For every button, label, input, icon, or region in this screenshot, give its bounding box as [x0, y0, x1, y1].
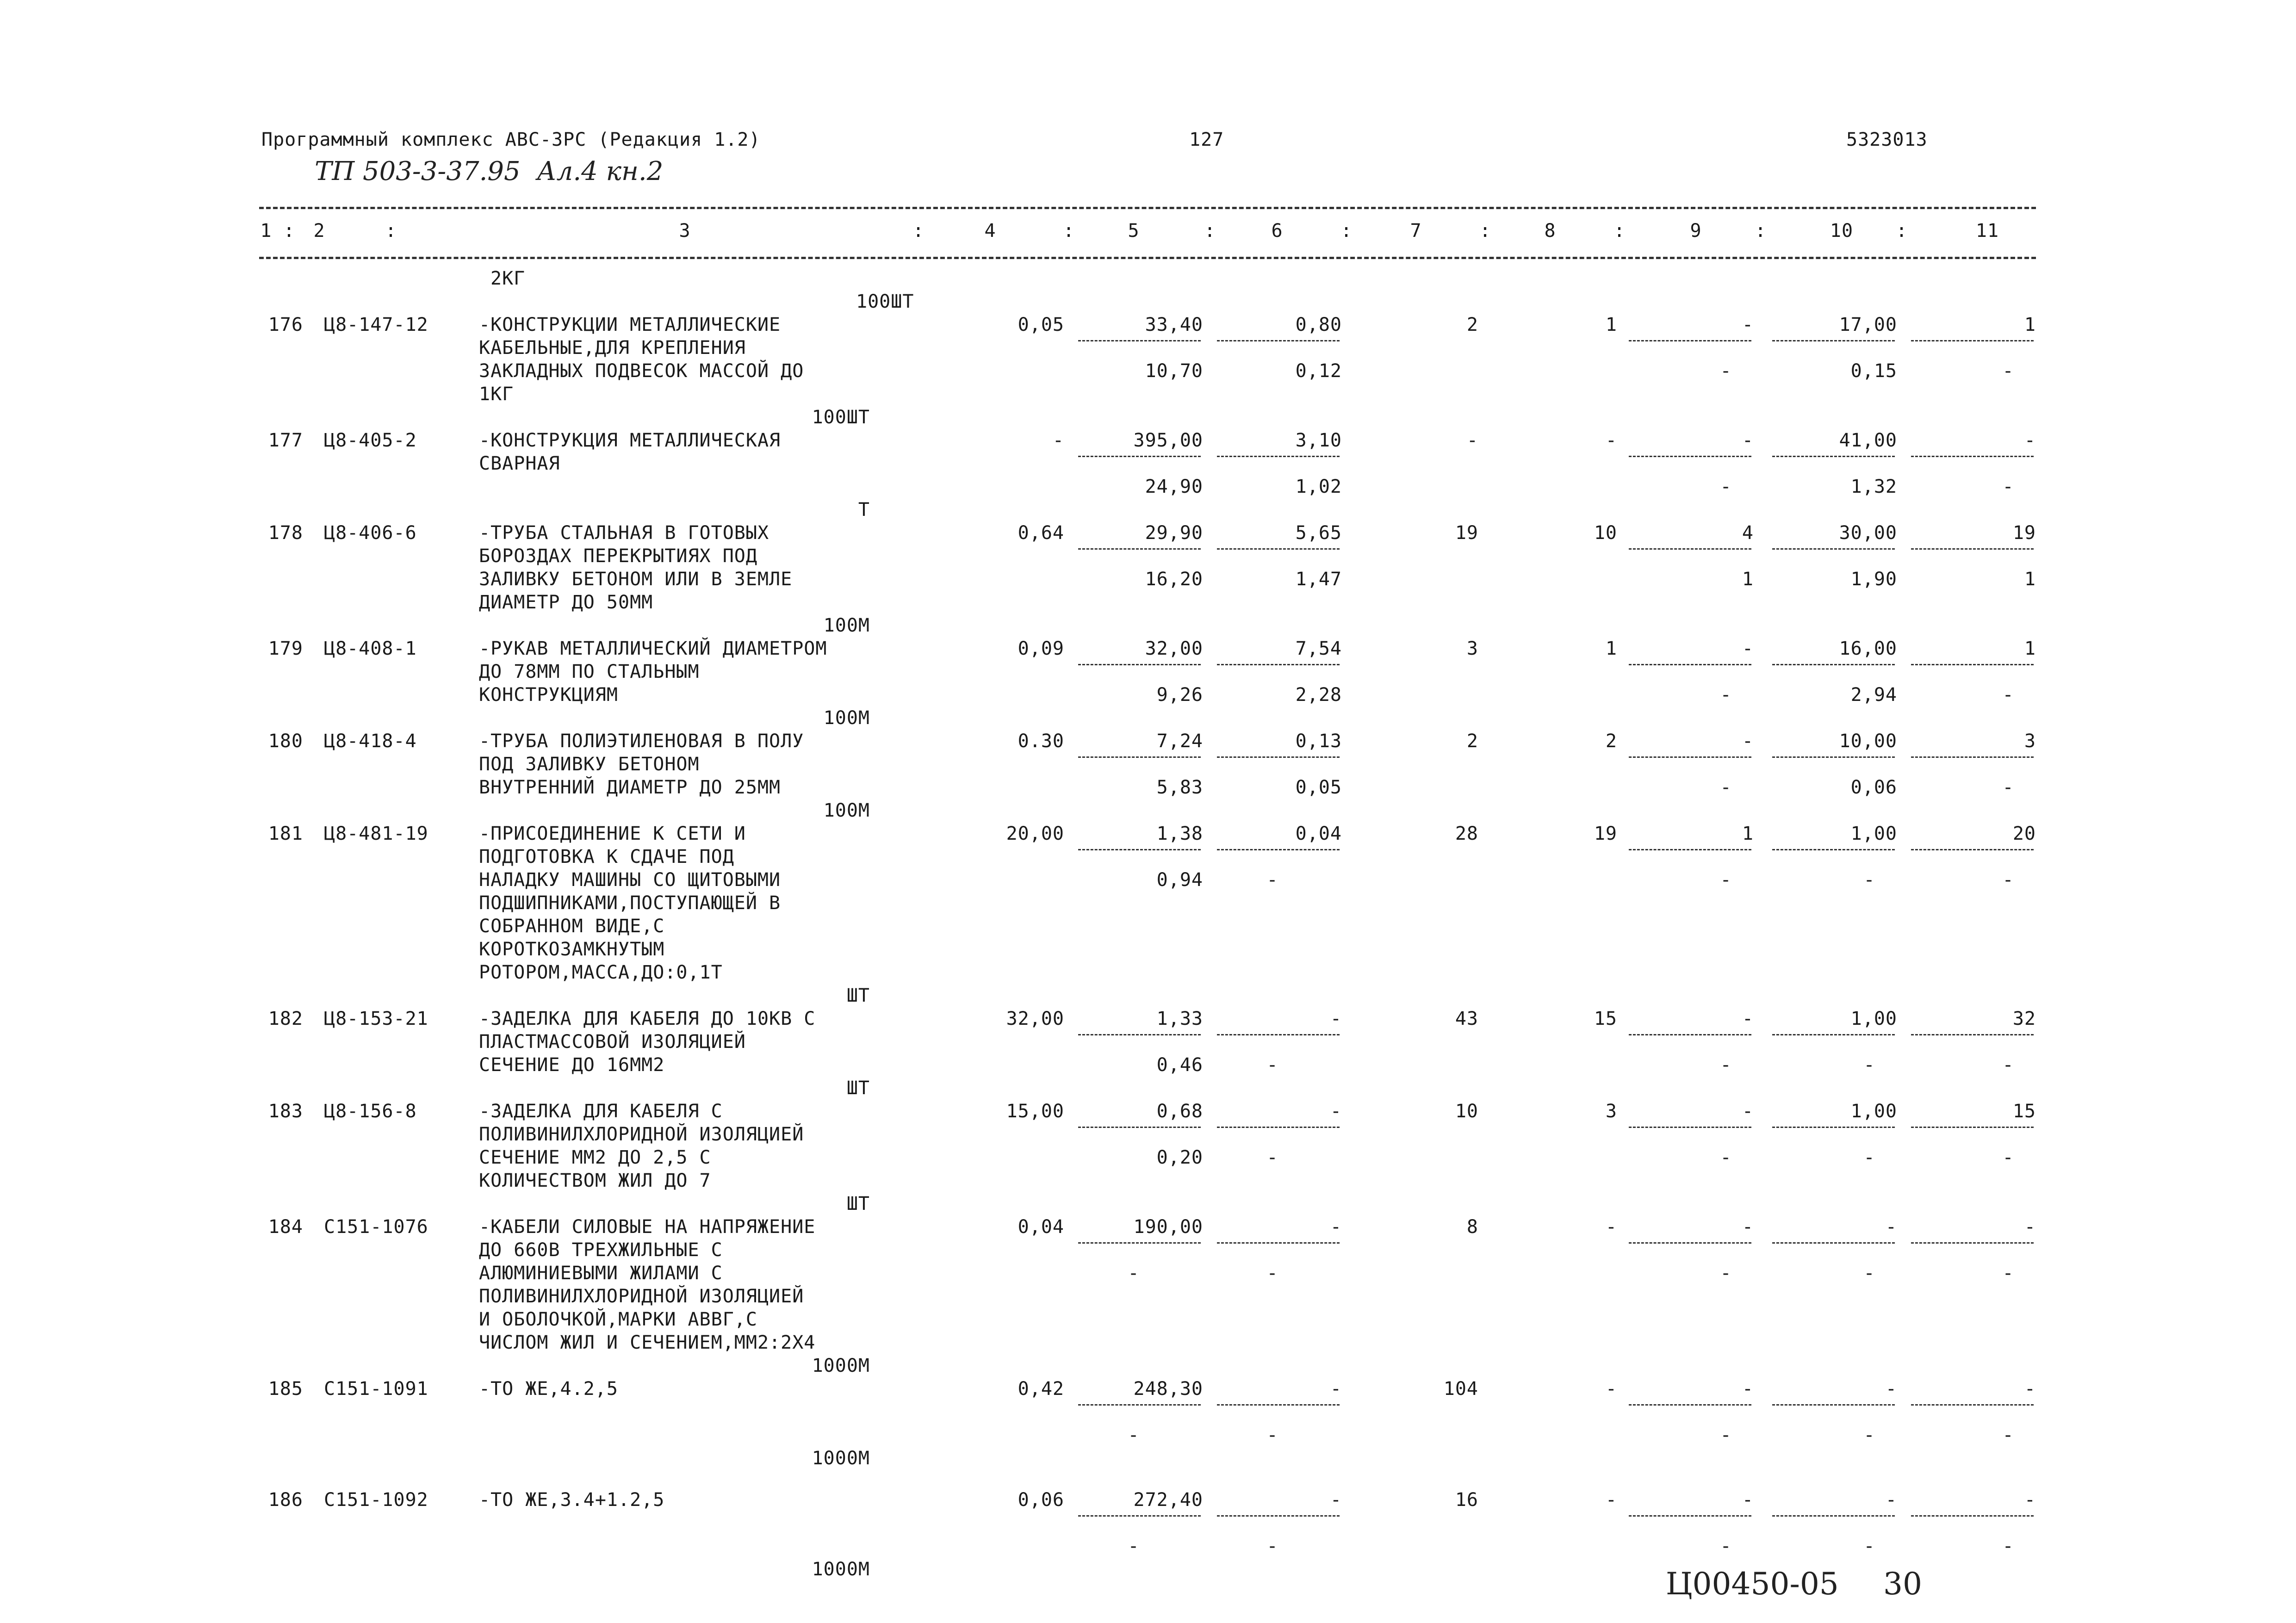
- value-c9b: 1: [1742, 569, 1754, 590]
- row-number: 181: [268, 823, 303, 844]
- value-c9b: -: [1720, 1054, 1732, 1076]
- row-description-line: ВНУТРЕННИЙ ДИАМЕТР ДО 25ММ: [479, 777, 781, 798]
- column-header-13: :: [1479, 220, 1491, 242]
- value-c11b: -: [2002, 1263, 2014, 1284]
- value-c6b: 0,12: [1295, 360, 1342, 382]
- value-separator: [1911, 1515, 2034, 1517]
- value-c5b: -: [1128, 1263, 1140, 1284]
- value-separator: [1078, 1242, 1201, 1244]
- value-separator: [1772, 1404, 1895, 1406]
- value-c6: 3,10: [1295, 430, 1342, 451]
- column-header-16: 9: [1690, 220, 1702, 242]
- value-c10: -: [1885, 1216, 1897, 1238]
- row-description-line: ДО 660В ТРЕХЖИЛЬНЫЕ С: [479, 1239, 723, 1261]
- value-c6b: 0,05: [1295, 777, 1342, 798]
- value-c5b: 0,94: [1156, 869, 1203, 891]
- row-number: 185: [268, 1378, 303, 1400]
- value-separator: [1217, 756, 1340, 758]
- value-separator: [1078, 548, 1201, 550]
- value-c7: 19: [1455, 522, 1478, 544]
- value-c4: 0,04: [1018, 1216, 1064, 1238]
- row-description-line: СВАРНАЯ: [479, 453, 560, 474]
- value-c5: 1,33: [1156, 1008, 1203, 1029]
- row-description-line: ПОЛИВИНИЛХЛОРИДНОЙ ИЗОЛЯЦИЕЙ: [479, 1124, 804, 1145]
- row-number: 180: [268, 731, 303, 752]
- row-number: 179: [268, 638, 303, 659]
- value-c5b: -: [1128, 1425, 1140, 1446]
- value-separator: [1078, 1515, 1201, 1517]
- value-separator: [1911, 1034, 2034, 1035]
- value-c10b: 1,90: [1850, 569, 1897, 590]
- value-c11: -: [2024, 1216, 2036, 1238]
- value-separator: [1911, 849, 2034, 850]
- row-number: 186: [268, 1489, 303, 1511]
- value-separator: [1911, 456, 2034, 457]
- value-separator: [1911, 340, 2034, 341]
- value-c6: -: [1330, 1378, 1342, 1400]
- value-c9: -: [1742, 1008, 1754, 1029]
- row-unit: 100М: [823, 800, 870, 821]
- value-c10b: -: [1863, 1054, 1875, 1076]
- header-rule-top: [259, 207, 2036, 209]
- value-c6b: -: [1266, 1054, 1278, 1076]
- value-c6: -: [1330, 1101, 1342, 1122]
- value-c8: 10: [1594, 522, 1617, 544]
- value-c10b: 1,32: [1850, 476, 1897, 497]
- row-unit: ШТ: [846, 985, 870, 1006]
- row-description-line: -КОНСТРУКЦИИ МЕТАЛЛИЧЕСКИЕ: [479, 314, 781, 335]
- row-description-line: СОБРАННОМ ВИДЕ,С: [479, 916, 665, 937]
- document-number: 5323013: [1846, 129, 1928, 150]
- value-c4: 0,64: [1018, 522, 1064, 544]
- value-separator: [1772, 1034, 1895, 1035]
- value-c10: 1,00: [1850, 823, 1897, 844]
- header-rule-bottom: [259, 257, 2036, 259]
- value-c9b: -: [1720, 1425, 1732, 1446]
- value-c6: 5,65: [1295, 522, 1342, 544]
- row-description-line: -ЗАДЕЛКА ДЛЯ КАБЕЛЯ С: [479, 1101, 723, 1122]
- row-description-line: -ПРИСОЕДИНЕНИЕ К СЕТИ И: [479, 823, 746, 844]
- value-c5: 33,40: [1145, 314, 1203, 335]
- row-code: Ц8-405-2: [324, 430, 417, 451]
- value-separator: [1772, 1515, 1895, 1517]
- handwritten-code: Ц00450-05: [1666, 1566, 1839, 1602]
- row-description-line: БОРОЗДАХ ПЕРЕКРЫТИЯХ ПОД: [479, 545, 757, 567]
- column-header-11: :: [1340, 220, 1353, 242]
- value-c10: 1,00: [1850, 1008, 1897, 1029]
- value-c9: -: [1742, 314, 1754, 335]
- value-c9: 4: [1742, 522, 1754, 544]
- row-description-line: -ТРУБА СТАЛЬНАЯ В ГОТОВЫХ: [479, 522, 769, 544]
- value-c4: 20,00: [1006, 823, 1064, 844]
- value-c8: 1: [1605, 638, 1617, 659]
- value-c5: 29,90: [1145, 522, 1203, 544]
- value-c6b: 1,47: [1295, 569, 1342, 590]
- value-separator: [1911, 548, 2034, 550]
- value-c4: 0.30: [1018, 731, 1064, 752]
- row-unit: 1000М: [812, 1448, 870, 1469]
- value-c11b: -: [2002, 1425, 2014, 1446]
- value-c6b: -: [1266, 1263, 1278, 1284]
- value-c10: -: [1885, 1489, 1897, 1511]
- value-c8: 19: [1594, 823, 1617, 844]
- value-c10b: -: [1863, 1425, 1875, 1446]
- value-c6: 0,80: [1295, 314, 1342, 335]
- row-number: 177: [268, 430, 303, 451]
- column-header-14: 8: [1544, 220, 1556, 242]
- column-header-5: :: [912, 220, 925, 242]
- value-c6b: -: [1266, 1425, 1278, 1446]
- row-description-line: И ОБОЛОЧКОЙ,МАРКИ АВВГ,С: [479, 1309, 757, 1330]
- value-c11: 20: [2012, 823, 2036, 844]
- row-description-line: ДО 78ММ ПО СТАЛЬНЫМ: [479, 661, 700, 682]
- row-unit: ШТ: [846, 1193, 870, 1214]
- value-c4: 0,05: [1018, 314, 1064, 335]
- value-separator: [1217, 340, 1340, 341]
- value-c9b: -: [1720, 360, 1732, 382]
- row-code: С151-1076: [324, 1216, 428, 1238]
- value-c9: 1: [1742, 823, 1754, 844]
- column-header-1: 1 :: [260, 220, 295, 242]
- value-c8: 15: [1594, 1008, 1617, 1029]
- value-c7: 104: [1443, 1378, 1478, 1400]
- value-c5: 190,00: [1133, 1216, 1203, 1238]
- value-c4: -: [1052, 430, 1064, 451]
- row-description-line: -КОНСТРУКЦИЯ МЕТАЛЛИЧЕСКАЯ: [479, 430, 781, 451]
- value-c9b: -: [1720, 1147, 1732, 1168]
- value-separator: [1629, 548, 1751, 550]
- row-number: 184: [268, 1216, 303, 1238]
- value-separator: [1217, 849, 1340, 850]
- value-c4: 32,00: [1006, 1008, 1064, 1029]
- row-description-line: -КАБЕЛИ СИЛОВЫЕ НА НАПРЯЖЕНИЕ: [479, 1216, 816, 1238]
- row-code: Ц8-156-8: [324, 1101, 417, 1122]
- value-c10b: -: [1863, 1263, 1875, 1284]
- row-code: Ц8-418-4: [324, 731, 417, 752]
- value-separator: [1629, 1515, 1751, 1517]
- value-c5: 7,24: [1156, 731, 1203, 752]
- value-c10b: -: [1863, 1536, 1875, 1557]
- value-c6b: 1,02: [1295, 476, 1342, 497]
- value-c6b: 2,28: [1295, 684, 1342, 706]
- column-header-19: :: [1896, 220, 1908, 242]
- value-c5: 248,30: [1133, 1378, 1203, 1400]
- column-header-3: :: [385, 220, 397, 242]
- value-separator: [1911, 664, 2034, 665]
- continuation-unit: 100ШТ: [856, 291, 914, 312]
- value-c11b: -: [2002, 476, 2014, 497]
- value-separator: [1772, 849, 1895, 850]
- value-c11: 32: [2012, 1008, 2036, 1029]
- value-c6: 0,04: [1295, 823, 1342, 844]
- column-header-15: :: [1613, 220, 1626, 242]
- value-separator: [1217, 1034, 1340, 1035]
- row-description-line: КАБЕЛЬНЫЕ,ДЛЯ КРЕПЛЕНИЯ: [479, 337, 746, 359]
- value-c9: -: [1742, 1489, 1754, 1511]
- value-c5: 0,68: [1156, 1101, 1203, 1122]
- value-c10: 30,00: [1839, 522, 1897, 544]
- row-description-line: ЧИСЛОМ ЖИЛ И СЕЧЕНИЕМ,ММ2:2Х4: [479, 1332, 816, 1353]
- row-description-line: ПОДШИПНИКАМИ,ПОСТУПАЮЩЕЙ В: [479, 892, 781, 914]
- value-c5: 395,00: [1133, 430, 1203, 451]
- value-separator: [1217, 548, 1340, 550]
- row-description-line: -ТРУБА ПОЛИЭТИЛЕНОВАЯ В ПОЛУ: [479, 731, 804, 752]
- value-c6b: -: [1266, 869, 1278, 891]
- value-separator: [1078, 664, 1201, 665]
- value-separator: [1217, 664, 1340, 665]
- value-separator: [1078, 849, 1201, 850]
- row-unit: 100М: [823, 707, 870, 729]
- value-separator: [1629, 340, 1751, 341]
- value-c11b: -: [2002, 684, 2014, 706]
- row-description-line: ПЛАСТМАССОВОЙ ИЗОЛЯЦИЕЙ: [479, 1031, 746, 1053]
- value-c6: -: [1330, 1216, 1342, 1238]
- row-description-line: ПОЛИВИНИЛХЛОРИДНОЙ ИЗОЛЯЦИЕЙ: [479, 1286, 804, 1307]
- column-header-10: 6: [1271, 220, 1283, 242]
- value-c9b: -: [1720, 1263, 1732, 1284]
- value-c4: 15,00: [1006, 1101, 1064, 1122]
- value-c10: 41,00: [1839, 430, 1897, 451]
- value-c9: -: [1742, 1378, 1754, 1400]
- value-c11: 1: [2024, 638, 2036, 659]
- row-unit: 1000М: [812, 1355, 870, 1376]
- value-c10b: -: [1863, 869, 1875, 891]
- value-c11: -: [2024, 430, 2036, 451]
- value-c11: -: [2024, 1489, 2036, 1511]
- column-header-9: :: [1204, 220, 1216, 242]
- row-description-line: ПОДГОТОВКА К СДАЧЕ ПОД: [479, 846, 734, 867]
- value-c9b: -: [1720, 869, 1732, 891]
- value-separator: [1911, 1242, 2034, 1244]
- value-c6b: -: [1266, 1147, 1278, 1168]
- value-c5b: 24,90: [1145, 476, 1203, 497]
- row-description-line: КОНСТРУКЦИЯМ: [479, 684, 618, 706]
- value-c11: -: [2024, 1378, 2036, 1400]
- value-separator: [1629, 1127, 1751, 1128]
- row-description-line: -ЗАДЕЛКА ДЛЯ КАБЕЛЯ ДО 10КВ С: [479, 1008, 816, 1029]
- row-description-line: 1КГ: [479, 384, 514, 405]
- value-separator: [1217, 1515, 1340, 1517]
- column-header-4: 3: [679, 220, 691, 242]
- value-c7: 2: [1466, 731, 1478, 752]
- value-separator: [1772, 1127, 1895, 1128]
- column-header-2: 2: [313, 220, 325, 242]
- value-separator: [1078, 1034, 1201, 1035]
- value-c9: -: [1742, 1216, 1754, 1238]
- row-description-line: ЗАКЛАДНЫХ ПОДВЕСОК МАССОЙ ДО: [479, 360, 804, 382]
- value-c5: 1,38: [1156, 823, 1203, 844]
- value-separator: [1772, 456, 1895, 457]
- value-c5b: 9,26: [1156, 684, 1203, 706]
- value-separator: [1078, 1404, 1201, 1406]
- value-c10: 17,00: [1839, 314, 1897, 335]
- row-unit: 100ШТ: [812, 407, 870, 428]
- value-c4: 0,42: [1018, 1378, 1064, 1400]
- value-c7: 16: [1455, 1489, 1478, 1511]
- value-c10b: 0,06: [1850, 777, 1897, 798]
- value-c8: 3: [1605, 1101, 1617, 1122]
- row-code: Ц8-153-21: [324, 1008, 428, 1029]
- row-description-line: ДИАМЕТР ДО 50ММ: [479, 592, 653, 613]
- row-description-line: -ТО ЖЕ,4.2,5: [479, 1378, 618, 1400]
- value-c7: 43: [1455, 1008, 1478, 1029]
- row-number: 176: [268, 314, 303, 335]
- column-header-20: 11: [1975, 220, 1999, 242]
- value-separator: [1911, 756, 2034, 758]
- value-separator: [1629, 1404, 1751, 1406]
- row-description-line: КОЛИЧЕСТВОМ ЖИЛ ДО 7: [479, 1170, 711, 1191]
- value-c5b: 0,20: [1156, 1147, 1203, 1168]
- value-c8: 1: [1605, 314, 1617, 335]
- value-separator: [1629, 1034, 1751, 1035]
- value-c6: 7,54: [1295, 638, 1342, 659]
- column-header-8: 5: [1128, 220, 1140, 242]
- value-separator: [1217, 1127, 1340, 1128]
- value-separator: [1078, 340, 1201, 341]
- row-number: 183: [268, 1101, 303, 1122]
- value-c4: 0,06: [1018, 1489, 1064, 1511]
- value-separator: [1772, 1242, 1895, 1244]
- value-c5: 272,40: [1133, 1489, 1203, 1511]
- value-separator: [1629, 664, 1751, 665]
- value-separator: [1078, 456, 1201, 457]
- row-code: Ц8-147-12: [324, 314, 428, 335]
- value-c9b: -: [1720, 777, 1732, 798]
- value-c7: -: [1466, 430, 1478, 451]
- row-unit: 100М: [823, 615, 870, 636]
- value-c11: 3: [2024, 731, 2036, 752]
- value-c6: -: [1330, 1008, 1342, 1029]
- value-separator: [1217, 1404, 1340, 1406]
- value-c11: 15: [2012, 1101, 2036, 1122]
- value-c11: 19: [2012, 522, 2036, 544]
- value-separator: [1772, 548, 1895, 550]
- row-description-line: -ТО ЖЕ,3.4+1.2,5: [479, 1489, 665, 1511]
- row-description-line: СЕЧЕНИЕ ММ2 ДО 2,5 С: [479, 1147, 711, 1168]
- value-c9b: -: [1720, 476, 1732, 497]
- value-c5: 32,00: [1145, 638, 1203, 659]
- value-c7: 2: [1466, 314, 1478, 335]
- value-separator: [1629, 756, 1751, 758]
- value-c11b: -: [2002, 1147, 2014, 1168]
- row-description-line: НАЛАДКУ МАШИНЫ СО ЩИТОВЫМИ: [479, 869, 781, 891]
- row-code: Ц8-408-1: [324, 638, 417, 659]
- value-c9: -: [1742, 1101, 1754, 1122]
- value-c5b: 0,46: [1156, 1054, 1203, 1076]
- value-c8: -: [1605, 1489, 1617, 1511]
- value-c6: 0,13: [1295, 731, 1342, 752]
- value-c4: 0,09: [1018, 638, 1064, 659]
- value-c10: 10,00: [1839, 731, 1897, 752]
- column-header-12: 7: [1410, 220, 1422, 242]
- value-separator: [1629, 456, 1751, 457]
- column-header-7: :: [1063, 220, 1075, 242]
- continuation-line: 2КГ: [490, 268, 526, 289]
- value-separator: [1629, 849, 1751, 850]
- row-description-line: -РУКАВ МЕТАЛЛИЧЕСКИЙ ДИАМЕТРОМ: [479, 638, 827, 659]
- value-c11: 1: [2024, 314, 2036, 335]
- value-c9: -: [1742, 638, 1754, 659]
- value-c5b: 5,83: [1156, 777, 1203, 798]
- program-title: Программный комплекс АВС-3РС (Редакция 1.2): [261, 129, 761, 150]
- value-separator: [1078, 1127, 1201, 1128]
- handwritten-reference: ТП 503-3-37.95 Ал.4 кн.2: [315, 156, 664, 186]
- value-separator: [1772, 664, 1895, 665]
- value-separator: [1217, 1242, 1340, 1244]
- value-c7: 8: [1466, 1216, 1478, 1238]
- value-separator: [1772, 340, 1895, 341]
- column-header-17: :: [1755, 220, 1767, 242]
- value-c6b: -: [1266, 1536, 1278, 1557]
- value-c8: -: [1605, 430, 1617, 451]
- value-c10b: -: [1863, 1147, 1875, 1168]
- row-description-line: АЛЮМИНИЕВЫМИ ЖИЛАМИ С: [479, 1263, 723, 1284]
- value-c9b: -: [1720, 684, 1732, 706]
- page-number: 127: [1189, 129, 1224, 150]
- row-description-line: СЕЧЕНИЕ ДО 16ММ2: [479, 1054, 665, 1076]
- value-separator: [1217, 456, 1340, 457]
- value-separator: [1078, 756, 1201, 758]
- handwritten-page: 30: [1883, 1566, 1922, 1602]
- value-c8: -: [1605, 1216, 1617, 1238]
- value-separator: [1629, 1242, 1751, 1244]
- value-c11b: -: [2002, 360, 2014, 382]
- value-c11b: 1: [2024, 569, 2036, 590]
- value-c10: -: [1885, 1378, 1897, 1400]
- row-code: Ц8-406-6: [324, 522, 417, 544]
- value-c9: -: [1742, 731, 1754, 752]
- row-code: С151-1092: [324, 1489, 428, 1511]
- value-c10: 1,00: [1850, 1101, 1897, 1122]
- value-c7: 10: [1455, 1101, 1478, 1122]
- value-c5b: 16,20: [1145, 569, 1203, 590]
- value-c5b: 10,70: [1145, 360, 1203, 382]
- value-c8: 2: [1605, 731, 1617, 752]
- value-c11b: -: [2002, 1054, 2014, 1076]
- column-header-18: 10: [1830, 220, 1854, 242]
- row-description-line: ПОД ЗАЛИВКУ БЕТОНОМ: [479, 754, 700, 775]
- value-c11b: -: [2002, 869, 2014, 891]
- value-c7: 28: [1455, 823, 1478, 844]
- row-code: С151-1091: [324, 1378, 428, 1400]
- value-c11b: -: [2002, 1536, 2014, 1557]
- column-header-6: 4: [984, 220, 996, 242]
- value-c7: 3: [1466, 638, 1478, 659]
- row-description-line: КОРОТКОЗАМКНУТЫМ: [479, 939, 665, 960]
- value-c5b: -: [1128, 1536, 1140, 1557]
- value-c8: -: [1605, 1378, 1617, 1400]
- value-separator: [1911, 1404, 2034, 1406]
- value-c10b: 2,94: [1850, 684, 1897, 706]
- row-unit: ШТ: [846, 1078, 870, 1099]
- row-number: 182: [268, 1008, 303, 1029]
- row-unit: Т: [858, 499, 870, 520]
- value-separator: [1911, 1127, 2034, 1128]
- value-c9: -: [1742, 430, 1754, 451]
- row-description-line: ЗАЛИВКУ БЕТОНОМ ИЛИ В ЗЕМЛЕ: [479, 569, 793, 590]
- value-c10: 16,00: [1839, 638, 1897, 659]
- row-description-line: РОТОРОМ,МАССА,ДО:0,1Т: [479, 962, 723, 983]
- row-number: 178: [268, 522, 303, 544]
- value-c9b: -: [1720, 1536, 1732, 1557]
- value-c10b: 0,15: [1850, 360, 1897, 382]
- value-separator: [1772, 756, 1895, 758]
- value-c11b: -: [2002, 777, 2014, 798]
- row-code: Ц8-481-19: [324, 823, 428, 844]
- row-unit: 1000М: [812, 1559, 870, 1580]
- value-c6: -: [1330, 1489, 1342, 1511]
